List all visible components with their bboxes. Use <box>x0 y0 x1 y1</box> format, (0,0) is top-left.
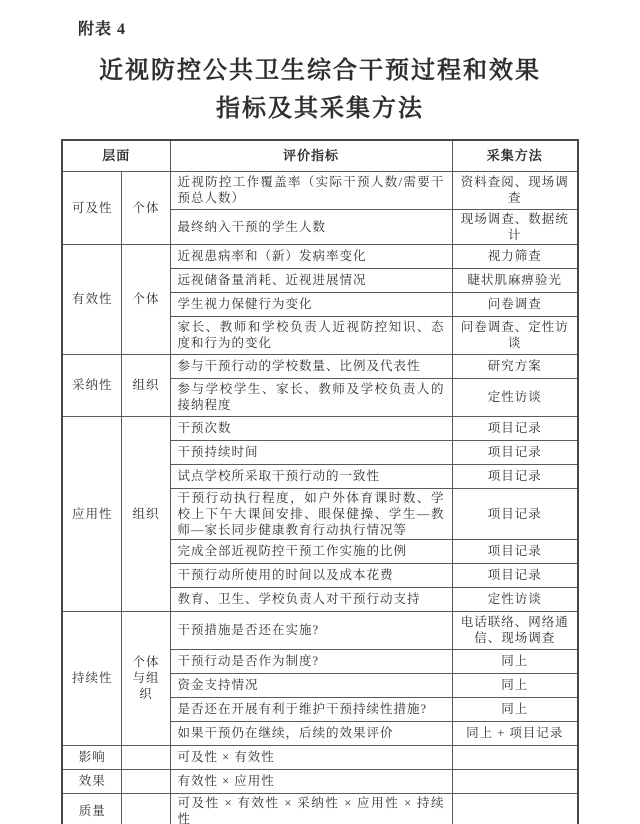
table-row <box>62 611 578 649</box>
unit-cell <box>122 745 170 769</box>
unit-cell <box>122 769 170 793</box>
method-cell: 项目记录 <box>452 488 578 539</box>
appendix-label: 附表 4 <box>78 21 127 38</box>
document-title-line2: 指标及其采集方法 <box>216 96 424 122</box>
indicator-cell: 教育、卫生、学校负责人对干预行动支持 <box>170 587 452 611</box>
method-cell: 定性访谈 <box>452 378 578 416</box>
unit-cell: 个体与组织 <box>122 611 170 745</box>
indicator-table <box>61 139 579 824</box>
method-cell: 同上 + 项目记录 <box>452 721 578 745</box>
unit-cell: 组织 <box>122 354 170 416</box>
table-header-row <box>62 140 578 171</box>
table-row <box>62 244 578 268</box>
method-cell: 同上 <box>452 649 578 673</box>
level-cell: 可及性 <box>62 171 122 244</box>
document-title-line1: 近视防控公共卫生综合干预过程和效果 <box>99 58 541 84</box>
level-cell: 应用性 <box>62 416 122 611</box>
table-row <box>62 416 578 440</box>
method-cell <box>452 793 578 824</box>
indicator-cell: 有效性 × 应用性 <box>170 769 452 793</box>
method-cell: 研究方案 <box>452 354 578 378</box>
method-cell: 定性访谈 <box>452 587 578 611</box>
method-cell: 同上 <box>452 673 578 697</box>
indicator-cell: 可及性 × 有效性 <box>170 745 452 769</box>
header-method: 采集方法 <box>452 140 578 171</box>
method-cell: 同上 <box>452 697 578 721</box>
table-row <box>62 745 578 769</box>
level-cell: 持续性 <box>62 611 122 745</box>
indicator-cell: 干预措施是否还在实施? <box>170 611 452 649</box>
method-cell: 项目记录 <box>452 563 578 587</box>
indicator-cell: 资金支持情况 <box>170 673 452 697</box>
indicator-cell: 干预行动所使用的时间以及成本花费 <box>170 563 452 587</box>
table-row <box>62 769 578 793</box>
unit-cell: 个体 <box>122 171 170 244</box>
level-cell: 有效性 <box>62 244 122 354</box>
method-cell: 资料查阅、现场调查 <box>452 171 578 209</box>
table-row <box>62 171 578 209</box>
level-cell: 效果 <box>62 769 122 793</box>
table-row <box>62 354 578 378</box>
indicator-cell: 近视防控工作覆盖率（实际干预人数/需要干预总人数） <box>170 171 452 209</box>
method-cell: 现场调查、数据统计 <box>452 209 578 244</box>
unit-cell: 组织 <box>122 416 170 611</box>
indicator-cell: 远视储备量消耗、近视进展情况 <box>170 268 452 292</box>
method-cell: 项目记录 <box>452 440 578 464</box>
indicator-cell: 干预持续时间 <box>170 440 452 464</box>
method-cell: 问卷调查、定性访谈 <box>452 316 578 354</box>
level-cell: 采纳性 <box>62 354 122 416</box>
indicator-cell: 最终纳入干预的学生人数 <box>170 209 452 244</box>
indicator-cell: 干预行动是否作为制度? <box>170 649 452 673</box>
method-cell: 项目记录 <box>452 539 578 563</box>
indicator-cell: 学生视力保健行为变化 <box>170 292 452 316</box>
method-cell <box>452 745 578 769</box>
method-cell: 项目记录 <box>452 416 578 440</box>
level-cell: 影响 <box>62 745 122 769</box>
indicator-cell: 干预次数 <box>170 416 452 440</box>
method-cell: 睫状肌麻痹验光 <box>452 268 578 292</box>
method-cell: 问卷调查 <box>452 292 578 316</box>
indicator-cell: 可及性 × 有效性 × 采纳性 × 应用性 × 持续性 <box>170 793 452 824</box>
method-cell: 项目记录 <box>452 464 578 488</box>
unit-cell: 个体 <box>122 244 170 354</box>
method-cell <box>452 769 578 793</box>
table-row <box>62 793 578 824</box>
method-cell: 电话联络、网络通信、现场调查 <box>452 611 578 649</box>
method-cell: 视力筛查 <box>452 244 578 268</box>
indicator-cell: 试点学校所采取干预行动的一致性 <box>170 464 452 488</box>
indicator-cell: 如果干预仍在继续，后续的效果评价 <box>170 721 452 745</box>
indicator-cell: 参与干预行动的学校数量、比例及代表性 <box>170 354 452 378</box>
indicator-cell: 干预行动执行程度，如户外体育课时数、学校上下午大课间安排、眼保健操、学生—教师—家长同步健康教育行动执行情况等 <box>170 488 452 539</box>
indicator-cell: 完成全部近视防控干预工作实施的比例 <box>170 539 452 563</box>
header-level: 层面 <box>62 140 170 171</box>
indicator-cell: 家长、教师和学校负责人近视防控知识、态度和行为的变化 <box>170 316 452 354</box>
indicator-cell: 是否还在开展有利于维护干预持续性措施? <box>170 697 452 721</box>
unit-cell <box>122 793 170 824</box>
document-title <box>0 52 640 128</box>
indicator-cell: 参与学校学生、家长、教师及学校负责人的接纳程度 <box>170 378 452 416</box>
level-cell: 质量 <box>62 793 122 824</box>
header-indicator: 评价指标 <box>170 140 452 171</box>
indicator-cell: 近视患病率和（新）发病率变化 <box>170 244 452 268</box>
